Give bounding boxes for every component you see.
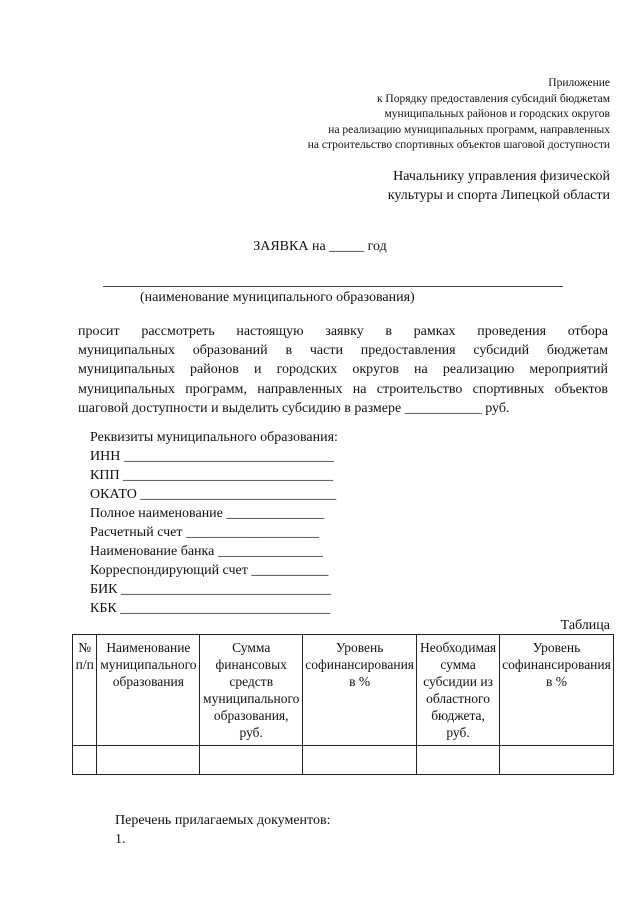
paragraph-line: муниципальных районов и городских округов на реализацию мероприятий [78, 362, 608, 378]
table-cell [303, 746, 417, 775]
appendix-block [250, 76, 610, 154]
requisites-heading: Реквизиты муниципального образования: [90, 430, 338, 445]
addressee-block [310, 167, 610, 205]
addressee-line: Начальнику управления физической [393, 169, 610, 184]
requisite-item: КПП ______________________________ [90, 468, 334, 483]
document-list-item: 1. [115, 832, 126, 847]
financing-table [72, 634, 614, 775]
header-cell-number: № п/п [73, 635, 97, 746]
table-header-row [73, 635, 614, 746]
header-cell-municipal-funds: Сумма финансовых средств муниципального образования, руб. [200, 635, 303, 746]
municipality-underline [103, 286, 563, 287]
document-title: ЗАЯВКА на _____ год [253, 239, 387, 254]
appendix-line: муниципальных районов и городских округов [384, 108, 610, 120]
appendix-line: к Порядку предоставления субсидий бюджетам [376, 92, 610, 105]
header-cell-municipality: Наименование муниципального образования [97, 635, 200, 746]
header-cell-cofinancing-level: Уровень софинансирования в % [303, 635, 417, 746]
documents-block [115, 811, 330, 849]
table-cell [200, 746, 303, 775]
addressee-line: культуры и спорта Липецкой области [387, 188, 610, 203]
header-cell-cofinancing-level-2: Уровень софинансирования в % [499, 635, 613, 746]
request-paragraph [78, 322, 608, 418]
requisite-item: Наименование банка _______________ [90, 544, 323, 559]
requisite-item: Корреспондирующий счет ___________ [90, 563, 329, 578]
requisite-item: ИНН ______________________________ [90, 449, 334, 464]
requisite-item: БИК ______________________________ [90, 582, 331, 597]
requisite-item: КБК ______________________________ [90, 601, 331, 616]
table-cell [499, 746, 613, 775]
requisite-item: Расчетный счет ___________________ [90, 525, 320, 540]
header-cell-required-subsidy: Необходимая сумма субсидии из областного бюджета, руб. [417, 635, 500, 746]
documents-heading: Перечень прилагаемых документов: [115, 813, 331, 828]
table-row [73, 746, 614, 775]
requisites-block [90, 428, 338, 618]
paragraph-line: муниципальных программ, направленных на строительство спортивных объектов [78, 381, 608, 397]
table-caption: Таблица [560, 618, 610, 633]
appendix-line: Приложение [548, 77, 610, 89]
municipality-caption: (наименование муниципального образования) [140, 290, 415, 305]
requisite-item: Полное наименование ______________ [90, 506, 325, 521]
paragraph-line: просит рассмотреть настоящую заявку в рамках проведения отбора [78, 324, 608, 339]
table-cell [97, 746, 200, 775]
table-cell [417, 746, 500, 775]
requisite-item: ОКАТО ____________________________ [90, 487, 337, 502]
appendix-line: на реализацию муниципальных программ, направленных [328, 123, 610, 136]
paragraph-line: муниципальных образований в части предоставления субсидий бюджетам [78, 343, 608, 359]
paragraph-line: шаговой доступности и выделить субсидию в размере ___________ руб. [78, 400, 510, 416]
appendix-line: на строительство спортивных объектов шаговой доступности [307, 139, 610, 151]
table-cell [73, 746, 97, 775]
